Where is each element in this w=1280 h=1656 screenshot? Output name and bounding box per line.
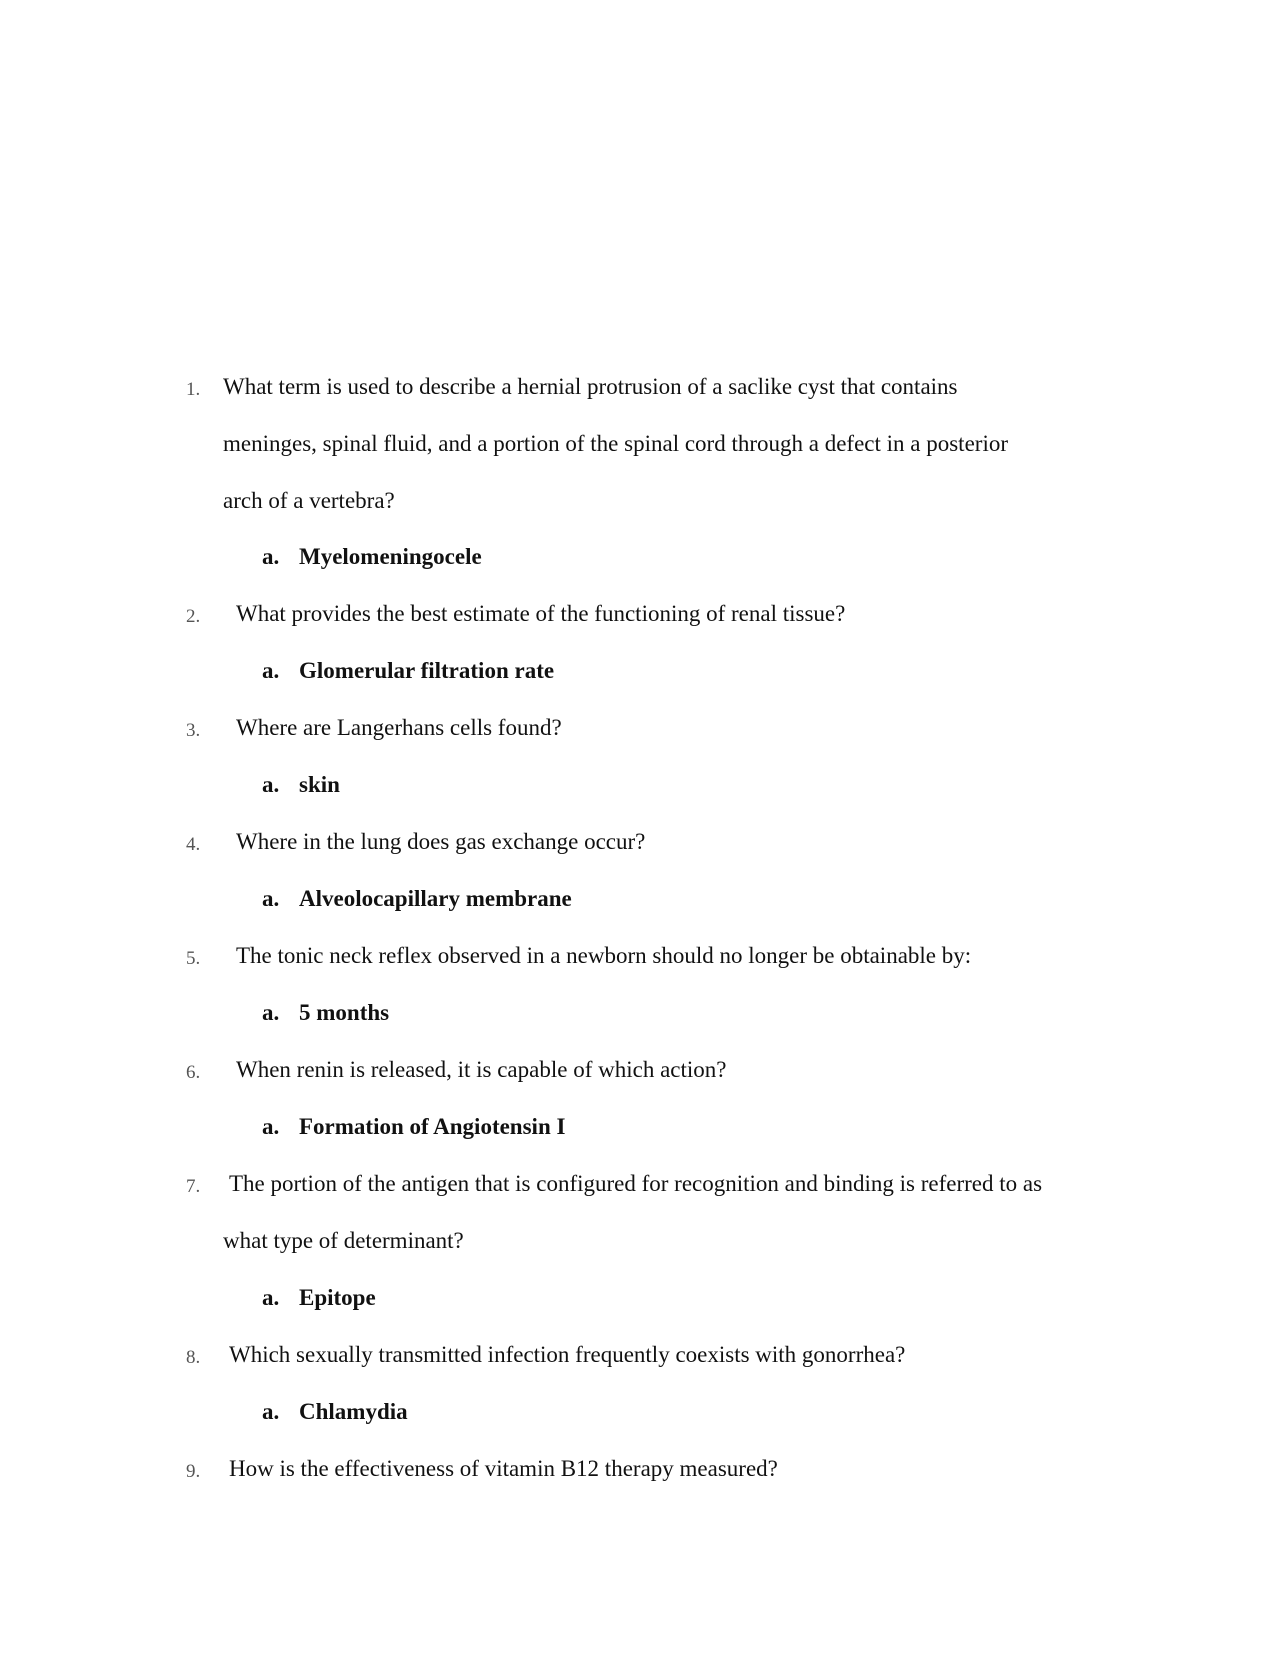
question-number: 5. — [186, 948, 201, 969]
answer-text: Epitope — [299, 1285, 376, 1310]
question-text: How is the effectiveness of vitamin B12 therapy measured? — [229, 1456, 778, 1481]
answer-letter: a. — [262, 1285, 280, 1310]
question-text: what type of determinant? — [223, 1228, 464, 1253]
answer-letter: a. — [262, 886, 280, 911]
question-text: Where in the lung does gas exchange occur? — [236, 829, 646, 854]
answer-letter: a. — [262, 1114, 280, 1139]
question-text: Where are Langerhans cells found? — [236, 715, 562, 740]
question-text: The tonic neck reflex observed in a newborn should no longer be obtainable by: — [236, 943, 972, 968]
question-number: 3. — [186, 720, 201, 741]
question-number: 6. — [186, 1062, 201, 1083]
question-number: 8. — [186, 1347, 201, 1368]
question-text: When renin is released, it is capable of which action? — [236, 1057, 727, 1082]
answer-text: skin — [299, 772, 340, 797]
question-text: arch of a vertebra? — [223, 488, 395, 513]
answer-text: Chlamydia — [299, 1399, 408, 1424]
question-text: meninges, spinal fluid, and a portion of the spinal cord through a defect in a posterior — [223, 431, 1008, 456]
question-number: 2. — [186, 606, 201, 627]
question-number: 7. — [186, 1176, 201, 1197]
answer-text: Glomerular filtration rate — [299, 658, 555, 683]
question-text: What provides the best estimate of the functioning of renal tissue? — [236, 601, 846, 626]
question-text: What term is used to describe a hernial protrusion of a saclike cyst that contains — [223, 374, 958, 399]
question-number: 1. — [186, 379, 201, 400]
question-text: The portion of the antigen that is configured for recognition and binding is referred to as — [229, 1171, 1043, 1196]
question-text: Which sexually transmitted infection frequently coexists with gonorrhea? — [229, 1342, 906, 1367]
answer-letter: a. — [262, 1000, 280, 1025]
answer-text: 5 months — [299, 1000, 390, 1025]
answer-letter: a. — [262, 658, 280, 683]
answer-text: Formation of Angiotensin I — [299, 1114, 566, 1139]
question-number: 4. — [186, 834, 201, 855]
answer-text: Myelomeningocele — [299, 544, 482, 569]
answer-letter: a. — [262, 544, 280, 569]
answer-letter: a. — [262, 772, 280, 797]
answer-letter: a. — [262, 1399, 280, 1424]
question-number: 9. — [186, 1461, 201, 1482]
answer-text: Alveolocapillary membrane — [299, 886, 572, 911]
